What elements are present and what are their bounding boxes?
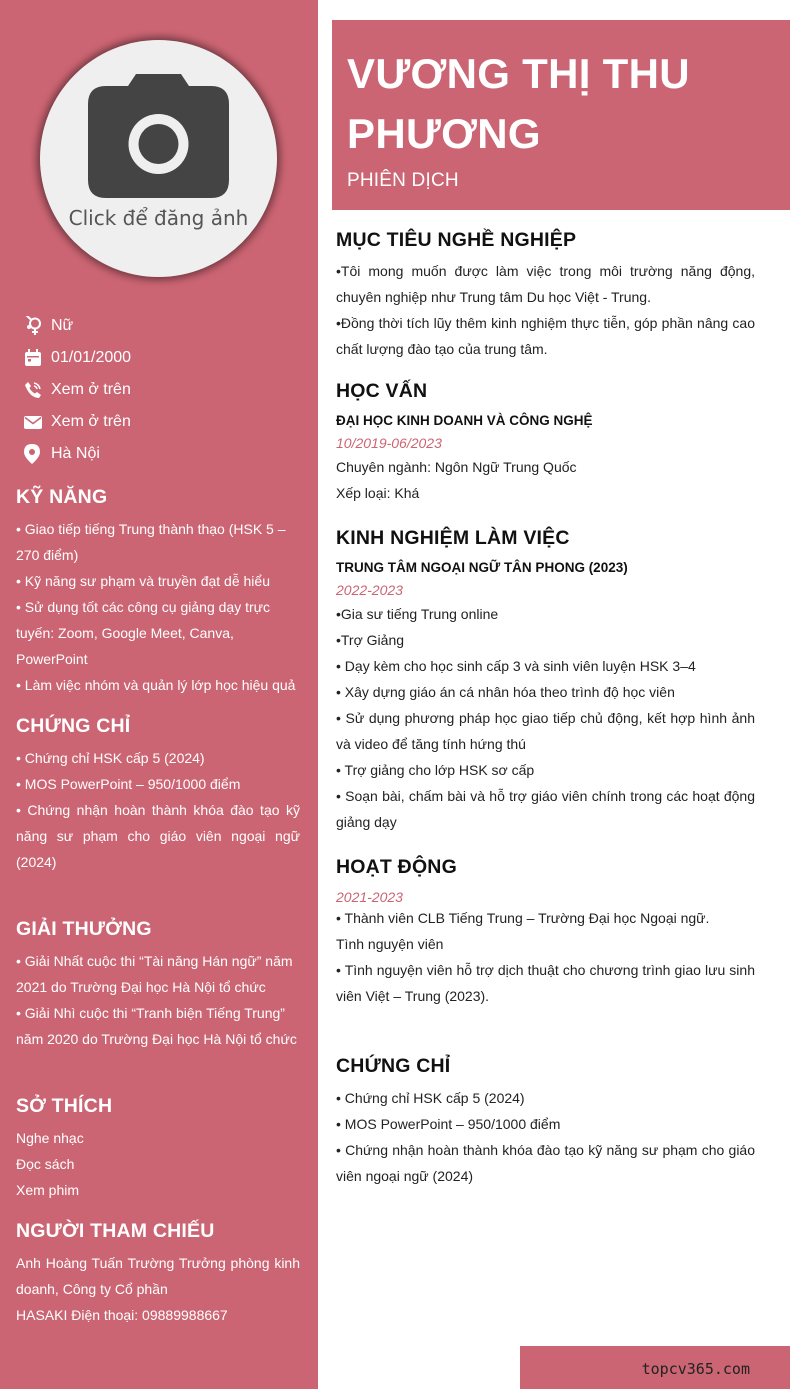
- list-item: • Giao tiếp tiếng Trung thành thạo (HSK 5 – 270 điểm): [16, 521, 286, 563]
- candidate-role: PHIÊN DỊCH: [347, 170, 459, 191]
- contact-birthday: [24, 342, 304, 374]
- contact-phone: [24, 374, 304, 406]
- reference-line: Anh Hoàng Tuấn Trường Trưởng phòng kinh doanh, Công ty Cổ phần: [16, 1255, 300, 1297]
- skills-title: KỸ NĂNG: [16, 486, 108, 508]
- list-item: Tình nguyện viên: [336, 936, 444, 952]
- list-item: • Chứng chỉ HSK cấp 5 (2024): [16, 750, 205, 766]
- skills-list: [16, 516, 300, 698]
- avatar-upload[interactable]: [40, 40, 277, 277]
- candidate-name-line1: VƯƠNG THỊ THU: [347, 50, 690, 97]
- list-item: •Trợ Giảng: [336, 632, 405, 648]
- list-item: • Chứng chỉ HSK cấp 5 (2024): [336, 1090, 525, 1106]
- activities-date: 2021-2023: [336, 889, 403, 905]
- avatar-upload-label: Click để đăng ảnh: [68, 206, 249, 230]
- list-item: •Đồng thời tích lũy thêm kinh nghiệm thực tiễn, góp phần nâng cao chất lượng đào tạo của trung tâm.: [336, 315, 755, 357]
- references-title: NGƯỜI THAM CHIẾU: [16, 1220, 215, 1242]
- reference-line: HASAKI Điện thoại: 09889988667: [16, 1307, 228, 1323]
- calendar-icon: [24, 349, 51, 367]
- objective-section: [336, 229, 755, 362]
- experience-list: [336, 601, 755, 835]
- contact-phone-text: Xem ở trên: [51, 381, 131, 398]
- experience-date: 2022-2023: [336, 582, 403, 598]
- experience-title: KINH NGHIỆM LÀM VIỆC: [336, 527, 570, 549]
- location-pin-icon: [24, 444, 51, 464]
- list-item: • Kỹ năng sư phạm và truyền đạt dễ hiểu: [16, 573, 270, 589]
- phone-icon: [24, 381, 51, 399]
- experience-company: TRUNG TÂM NGOẠI NGỮ TÂN PHONG (2023): [336, 560, 628, 575]
- side-certificates-list: [16, 745, 300, 875]
- contact-info: [24, 310, 304, 470]
- list-item: • MOS PowerPoint – 950/1000 điểm: [336, 1116, 561, 1132]
- list-item: • Chứng nhận hoàn thành khóa đào tạo kỹ năng sư phạm cho giáo viên ngoại ngữ (2024): [16, 802, 300, 870]
- awards-title: GIẢI THƯỞNG: [16, 918, 152, 940]
- sidebar: [0, 0, 318, 1389]
- activities-title: HOẠT ĐỘNG: [336, 856, 457, 878]
- education-rank: Xếp loại: Khá: [336, 485, 420, 501]
- list-item: • Làm việc nhóm và quản lý lớp học hiệu quả: [16, 677, 296, 693]
- contact-address: [24, 438, 304, 470]
- candidate-name: [347, 44, 775, 164]
- contact-email: [24, 406, 304, 438]
- contact-birthday-text: 01/01/2000: [51, 349, 132, 366]
- main-certificates-title: CHỨNG CHỈ: [336, 1055, 451, 1077]
- hobbies-title: SỞ THÍCH: [16, 1095, 113, 1117]
- footer-site: topcv365.com: [641, 1360, 750, 1378]
- contact-gender: [24, 310, 304, 342]
- objective-list: [336, 258, 755, 362]
- list-item: • Tình nguyện viên hỗ trợ dịch thuật cho chương trình giao lưu sinh viên Việt – Trung (2023).: [336, 962, 755, 1004]
- list-item: • Giải Nhất cuộc thi “Tài năng Hán ngữ” năm 2021 do Trường Đại học Hà Nội tổ chức: [16, 953, 293, 995]
- activities-list: [336, 905, 755, 1009]
- hobbies-list: [16, 1125, 300, 1203]
- list-item: • Sử dụng phương pháp học giao tiếp chủ động, kết hợp hình ảnh và video để tăng tính hứng thú: [336, 710, 755, 752]
- list-item: • Thành viên CLB Tiếng Trung – Trường Đại học Ngoại ngữ.: [336, 910, 710, 926]
- activities-section: [336, 856, 755, 1009]
- camera-icon: [88, 74, 229, 198]
- main-certificates-list: [336, 1085, 755, 1189]
- list-item: •Tôi mong muốn được làm việc trong môi trường năng động, chuyên nghiệp như Trung tâm Du học Việt - Trung.: [336, 263, 755, 305]
- footer-watermark: [520, 1346, 790, 1389]
- list-item: Xem phim: [16, 1182, 80, 1198]
- objective-title: MỤC TIÊU NGHỀ NGHIỆP: [336, 229, 577, 251]
- contact-email-text: Xem ở trên: [51, 413, 131, 430]
- list-item: • Giải Nhì cuộc thi “Tranh biện Tiếng Trung” năm 2020 do Trường Đại học Hà Nội tổ chức: [16, 1005, 297, 1047]
- list-item: Nghe nhạc: [16, 1130, 84, 1146]
- awards-section: [16, 918, 300, 1052]
- list-item: • Soạn bài, chấm bài và hỗ trợ giáo viên chính trong các hoạt động giảng dạy: [336, 788, 755, 830]
- list-item: • MOS PowerPoint – 950/1000 điểm: [16, 776, 241, 792]
- education-section: [336, 380, 755, 506]
- education-date: 10/2019-06/2023: [336, 435, 442, 451]
- list-item: • Xây dựng giáo án cá nhân hóa theo trình độ học viên: [336, 684, 675, 700]
- list-item: • Sử dụng tốt các công cụ giảng dạy trực tuyến: Zoom, Google Meet, Canva, PowerPoint: [16, 599, 271, 667]
- side-certificates-title: CHỨNG CHỈ: [16, 715, 131, 737]
- list-item: • Chứng nhận hoàn thành khóa đào tạo kỹ năng sư phạm cho giáo viên ngoại ngữ (2024): [336, 1142, 755, 1184]
- awards-list: [16, 948, 300, 1052]
- list-item: • Dạy kèm cho học sinh cấp 3 và sinh viên luyện HSK 3–4: [336, 658, 696, 674]
- skills-section: [16, 486, 300, 698]
- contact-address-text: Hà Nội: [51, 445, 100, 462]
- list-item: • Trợ giảng cho lớp HSK sơ cấp: [336, 762, 535, 778]
- education-title: HỌC VẤN: [336, 380, 428, 402]
- side-certificates-section: [16, 715, 300, 875]
- email-icon: [24, 414, 51, 430]
- references-section: [16, 1220, 300, 1328]
- contact-gender-text: Nữ: [51, 317, 74, 334]
- education-school: ĐẠI HỌC KINH DOANH VÀ CÔNG NGHỆ: [336, 413, 593, 428]
- gender-icon: [24, 316, 51, 336]
- list-item: •Gia sư tiếng Trung online: [336, 606, 499, 622]
- header: [332, 20, 790, 210]
- experience-section: [336, 527, 755, 835]
- list-item: Đọc sách: [16, 1156, 75, 1172]
- references-text: [16, 1250, 300, 1328]
- candidate-name-line2: PHƯƠNG: [347, 110, 541, 157]
- education-major: Chuyên ngành: Ngôn Ngữ Trung Quốc: [336, 459, 577, 475]
- education-details: [336, 454, 755, 506]
- main-certificates-section: [336, 1055, 755, 1189]
- hobbies-section: [16, 1095, 300, 1203]
